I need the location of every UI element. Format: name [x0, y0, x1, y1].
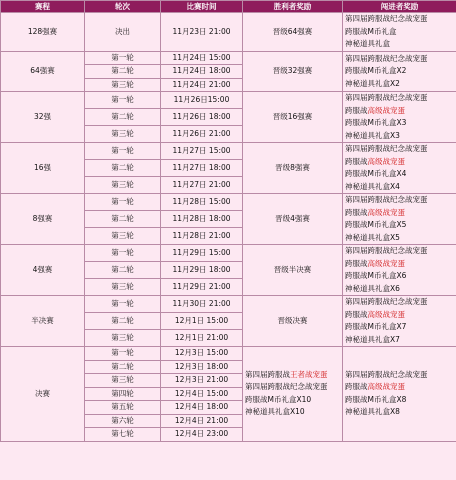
reward-line	[345, 321, 456, 334]
reward-text: 跨服战M币礼盒X6	[345, 271, 407, 280]
reward-line	[345, 143, 456, 156]
header-stage: 赛程	[1, 1, 85, 13]
reward-text: 跨服战M币礼盒	[345, 26, 397, 36]
reward-text: 跨服战M币礼盒X2	[345, 66, 407, 75]
reward-line: 晋级8强赛	[275, 162, 310, 172]
time-cell: 12月4日 15:00	[161, 387, 243, 401]
reward-line	[345, 406, 456, 419]
reward-line	[345, 117, 456, 130]
round-cell: 第三轮	[85, 78, 161, 92]
reward-line	[345, 130, 456, 143]
reward-line	[345, 92, 456, 105]
time-cell: 11月28日 15:00	[161, 194, 243, 211]
reward-line	[345, 65, 456, 78]
time-cell: 12月3日 15:00	[161, 347, 243, 361]
time-cell: 11月26日 21:00	[161, 126, 243, 143]
reward-text: 第四届跨服战纪念战宠蛋	[345, 297, 428, 306]
time-cell: 12月3日 18:00	[161, 360, 243, 374]
time-cell: 11月29日 21:00	[161, 279, 243, 296]
round-cell: 第三轮	[85, 228, 161, 245]
reward-text: 第四届跨服战纪念战宠蛋	[345, 14, 428, 23]
time-cell: 11月28日 18:00	[161, 211, 243, 228]
reward-text: 第四届跨服战纪念战宠蛋	[345, 53, 428, 63]
winner-reward	[243, 347, 343, 442]
time-cell: 12月4日 21:00	[161, 414, 243, 428]
round-cell: 第二轮	[85, 211, 161, 228]
reward-text: 跨服战M币礼盒X7	[345, 322, 407, 331]
round-cell: 第四轮	[85, 387, 161, 401]
entrant-reward	[343, 347, 456, 442]
entrant-reward	[343, 51, 456, 92]
time-cell: 12月1日 21:00	[161, 330, 243, 347]
reward-text: 神秘道具礼盒X2	[345, 78, 400, 88]
reward-line: 晋级16强赛	[272, 111, 313, 121]
reward-line: 晋级64强赛	[272, 26, 313, 36]
round-cell: 第二轮	[85, 262, 161, 279]
round-cell: 第六轮	[85, 414, 161, 428]
table-row	[1, 245, 456, 262]
reward-text: 神秘道具礼盒X6	[345, 283, 400, 293]
reward-line	[345, 38, 456, 51]
reward-line	[345, 78, 456, 91]
reward-text: 跨服战	[345, 156, 368, 166]
round-cell: 第二轮	[85, 109, 161, 126]
time-cell: 11月27日 15:00	[161, 143, 243, 160]
time-cell: 11月24日 21:00	[161, 78, 243, 92]
reward-line	[245, 406, 342, 419]
reward-text: 神秘道具礼盒X5	[345, 232, 400, 242]
reward-text: 神秘道具礼盒X8	[345, 407, 400, 417]
winner-reward	[243, 245, 343, 296]
winner-reward	[243, 296, 343, 347]
reward-text: 第四届跨服战纪念战宠蛋	[345, 144, 428, 153]
round-cell: 第三轮	[85, 177, 161, 194]
reward-line	[245, 394, 342, 407]
table-row	[1, 296, 456, 313]
stage-name: 128强赛	[1, 13, 85, 52]
reward-text: 第四届跨服战纪念战宠蛋	[345, 246, 428, 255]
reward-text: 跨服战M币礼盒X10	[245, 394, 312, 404]
round-cell: 第三轮	[85, 126, 161, 143]
reward-text: 跨服战	[345, 382, 368, 392]
reward-highlight: 高级战宠蛋	[367, 105, 405, 115]
time-cell: 11月23日 21:00	[161, 13, 243, 52]
time-cell: 11月27日 18:00	[161, 160, 243, 177]
round-cell: 第二轮	[85, 65, 161, 79]
reward-line: 晋级32强赛	[272, 66, 313, 75]
reward-line	[345, 369, 456, 382]
reward-highlight: 高级战宠蛋	[367, 258, 405, 268]
time-cell: 11月30日 21:00	[161, 296, 243, 313]
reward-line	[345, 13, 456, 26]
time-cell: 11月26日 18:00	[161, 109, 243, 126]
round-cell: 第一轮	[85, 347, 161, 361]
stage-name: 32强	[1, 92, 85, 143]
table-row	[1, 13, 456, 52]
reward-highlight: 高级战宠蛋	[367, 309, 405, 319]
round-cell: 第二轮	[85, 313, 161, 330]
reward-text: 跨服战	[345, 309, 368, 319]
time-cell: 11月28日 21:00	[161, 228, 243, 245]
footer-cell	[1, 441, 456, 452]
round-cell: 第二轮	[85, 160, 161, 177]
reward-line	[345, 381, 456, 394]
time-cell: 12月1日 15:00	[161, 313, 243, 330]
winner-reward	[243, 51, 343, 92]
reward-highlight: 王者战宠蛋	[290, 369, 328, 379]
header-row	[1, 1, 456, 13]
reward-text: 跨服战	[345, 207, 368, 217]
reward-line	[345, 26, 456, 39]
header-time: 比赛时间	[161, 1, 243, 13]
round-cell: 决出	[85, 13, 161, 52]
table-row	[1, 194, 456, 211]
stage-name: 决赛	[1, 347, 85, 442]
round-cell: 第二轮	[85, 360, 161, 374]
reward-line	[345, 283, 456, 296]
stage-name: 4强赛	[1, 245, 85, 296]
round-cell: 第一轮	[85, 296, 161, 313]
reward-line	[345, 219, 456, 232]
winner-reward	[243, 143, 343, 194]
time-cell: 12月3日 21:00	[161, 374, 243, 388]
round-cell: 第五轮	[85, 401, 161, 415]
round-cell: 第三轮	[85, 330, 161, 347]
header-winner-reward: 胜利者奖励	[243, 1, 343, 13]
stage-name: 8强赛	[1, 194, 85, 245]
reward-line	[345, 334, 456, 347]
reward-line	[345, 194, 456, 207]
reward-text: 第四届跨服战纪念战宠蛋	[345, 93, 428, 102]
reward-text: 跨服战M币礼盒X5	[345, 220, 407, 229]
reward-line	[245, 369, 342, 382]
round-cell: 第一轮	[85, 245, 161, 262]
reward-text: 跨服战M币礼盒X4	[345, 169, 407, 178]
time-cell: 12月4日 18:00	[161, 401, 243, 415]
stage-name: 64强赛	[1, 51, 85, 92]
entrant-reward	[343, 13, 456, 52]
reward-text: 跨服战	[345, 105, 368, 115]
reward-line	[345, 207, 456, 220]
reward-highlight: 高级战宠蛋	[367, 382, 405, 392]
entrant-reward	[343, 143, 456, 194]
stage-name: 16强	[1, 143, 85, 194]
reward-line: 晋级决赛	[277, 315, 308, 325]
reward-text: 第四届跨服战	[245, 369, 290, 379]
table-row	[1, 143, 456, 160]
reward-highlight: 高级战宠蛋	[367, 207, 405, 217]
reward-text: 第四届跨服战纪念战宠蛋	[345, 369, 428, 379]
reward-text: 第四届跨服战纪念战宠蛋	[245, 382, 328, 392]
reward-line: 晋级半决赛	[273, 264, 312, 274]
reward-line	[345, 53, 456, 66]
table-row	[1, 51, 456, 65]
time-cell: 11月27日 21:00	[161, 177, 243, 194]
reward-line: 晋级4强赛	[275, 213, 310, 223]
round-cell: 第一轮	[85, 51, 161, 65]
round-cell: 第三轮	[85, 279, 161, 296]
table-row	[1, 347, 456, 361]
reward-line	[345, 245, 456, 258]
footer-row	[1, 441, 456, 452]
time-cell: 11月29日 18:00	[161, 262, 243, 279]
entrant-reward	[343, 245, 456, 296]
reward-line	[245, 381, 342, 394]
time-cell: 11月29日 15:00	[161, 245, 243, 262]
winner-reward	[243, 194, 343, 245]
reward-line	[345, 309, 456, 322]
time-cell: 11月26日15:00	[161, 92, 243, 109]
header-entrant-reward: 闯进者奖励	[343, 1, 456, 13]
reward-highlight: 高级战宠蛋	[367, 156, 405, 166]
reward-line	[345, 181, 456, 194]
reward-text: 跨服战M币礼盒X8	[345, 394, 407, 404]
reward-text: 跨服战M币礼盒X3	[345, 118, 407, 127]
reward-line	[345, 270, 456, 283]
round-cell: 第一轮	[85, 194, 161, 211]
reward-text: 神秘道具礼盒X3	[345, 130, 400, 140]
entrant-reward	[343, 92, 456, 143]
round-cell: 第七轮	[85, 428, 161, 442]
reward-text: 神秘道具礼盒X10	[245, 407, 305, 417]
reward-line	[345, 296, 456, 309]
round-cell: 第一轮	[85, 92, 161, 109]
reward-line	[345, 168, 456, 181]
header-round: 轮次	[85, 1, 161, 13]
reward-text: 神秘道具礼盒X7	[345, 334, 400, 344]
entrant-reward	[343, 296, 456, 347]
round-cell: 第三轮	[85, 374, 161, 388]
time-cell: 11月24日 18:00	[161, 65, 243, 79]
winner-reward	[243, 13, 343, 52]
reward-text: 第四届跨服战纪念战宠蛋	[345, 195, 428, 204]
reward-text: 神秘道具礼盒	[345, 39, 390, 48]
reward-line	[345, 105, 456, 118]
reward-line	[345, 258, 456, 271]
round-cell: 第一轮	[85, 143, 161, 160]
reward-line	[345, 394, 456, 407]
reward-line	[345, 156, 456, 169]
schedule-body	[1, 13, 456, 452]
reward-line	[345, 232, 456, 245]
time-cell: 11月24日 15:00	[161, 51, 243, 65]
reward-text: 神秘道具礼盒X4	[345, 181, 400, 191]
stage-name: 半决赛	[1, 296, 85, 347]
winner-reward	[243, 92, 343, 143]
entrant-reward	[343, 194, 456, 245]
reward-text: 跨服战	[345, 258, 368, 268]
time-cell: 12月4日 23:00	[161, 428, 243, 442]
table-row	[1, 92, 456, 109]
